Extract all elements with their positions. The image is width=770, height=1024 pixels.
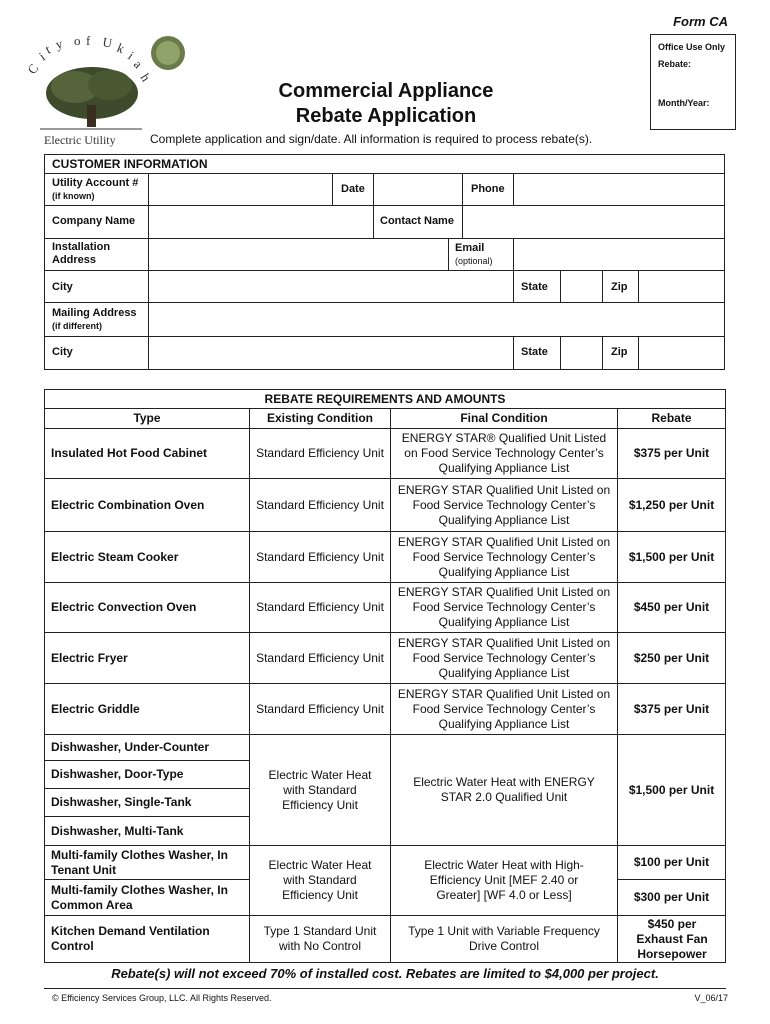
page-title: Commercial Appliance Rebate Application xyxy=(278,80,494,127)
dishwasher-existing: Electric Water Heat with Standard Efficiency Unit xyxy=(268,767,372,812)
svg-text:k: k xyxy=(114,39,127,57)
installation-address-field[interactable] xyxy=(150,240,447,269)
state-field[interactable] xyxy=(562,272,601,301)
instructions: Complete application and sign/date. All information is required to process rebate(s). xyxy=(150,132,593,146)
zip-label: Zip xyxy=(611,281,628,293)
phone-field[interactable] xyxy=(515,175,723,204)
table-row-final: ENERGY STAR Qualified Unit Listed on Food Service Technology Center’s Qualifying Appliance List xyxy=(397,482,611,527)
city-field[interactable] xyxy=(150,272,512,301)
svg-text:f: f xyxy=(86,33,91,48)
utility-account-field[interactable] xyxy=(150,175,330,204)
city-label: City xyxy=(52,281,73,293)
table-row-final: ENERGY STAR Qualified Unit Listed on Food Service Technology Center’s Qualifying Appliance List xyxy=(397,585,611,629)
version: V_06/17 xyxy=(694,993,728,1003)
table-row-rebate: $1,500 per Unit xyxy=(628,549,715,564)
svg-text:o: o xyxy=(74,33,81,48)
table-row-final: ENERGY STAR Qualified Unit Listed on Food Service Technology Center’s Qualifying Appliance List xyxy=(397,686,611,731)
svg-text:U: U xyxy=(101,34,114,51)
table-row-rebate: $450 per Unit xyxy=(633,600,710,614)
dishwasher-type: Dishwasher, Single-Tank xyxy=(51,795,192,809)
washer-common-rebate: $300 per Unit xyxy=(633,890,710,904)
office-month-year-label: Month/Year: xyxy=(658,98,710,108)
email-label: Email (optional) xyxy=(455,242,493,266)
table-row-type: Electric Steam Cooker xyxy=(51,549,179,564)
dishwasher-rebate: $1,500 per Unit xyxy=(628,782,715,797)
washer-type-common: Multi-family Clothes Washer, In Common Area xyxy=(51,882,228,912)
date-field[interactable] xyxy=(375,175,461,204)
kitchen-existing: Type 1 Standard Unit with No Control xyxy=(263,924,377,953)
rebate-limit-note: Rebate(s) will not exceed 70% of installed cost. Rebates are limited to $4,000 per project. xyxy=(111,966,659,981)
mailing-city-label: City xyxy=(52,346,73,358)
table-row-type: Electric Convection Oven xyxy=(51,600,197,614)
mailing-address-label: Mailing Address (if different) xyxy=(52,307,137,331)
kitchen-final: Type 1 Unit with Variable Frequency Drive Control xyxy=(408,924,600,953)
date-label: Date xyxy=(341,183,365,195)
washer-tenant-rebate: $100 per Unit xyxy=(633,855,710,869)
customer-section-title: CUSTOMER INFORMATION xyxy=(52,157,208,171)
table-row-existing: Standard Efficiency Unit xyxy=(256,446,384,460)
table-row-type: Electric Fryer xyxy=(51,650,128,665)
dishwasher-final: Electric Water Heat with ENERGY STAR 2.0 Qualified Unit xyxy=(413,775,595,804)
table-row-type: Electric Griddle xyxy=(51,701,140,716)
svg-text:t: t xyxy=(42,41,53,57)
state-label: State xyxy=(521,281,548,293)
utility-account-label: Utility Account # (if known) xyxy=(52,177,139,201)
dishwasher-type: Dishwasher, Door-Type xyxy=(51,767,184,781)
mailing-city-field[interactable] xyxy=(150,338,512,369)
office-use-label: Office Use Only xyxy=(658,42,726,52)
table-row-existing: Standard Efficiency Unit xyxy=(256,650,384,665)
copyright: © Efficiency Services Group, LLC. All Rights Reserved. xyxy=(52,993,272,1003)
contact-name-label: Contact Name xyxy=(380,215,454,227)
table-row-final: ENERGY STAR Qualified Unit Listed on Food Service Technology Center’s Qualifying Appliance List xyxy=(397,635,611,680)
company-name-field[interactable] xyxy=(150,207,372,237)
washer-existing: Electric Water Heat with Standard Efficiency Unit xyxy=(268,858,372,902)
mailing-state-field[interactable] xyxy=(562,338,601,369)
mailing-address-field[interactable] xyxy=(150,304,723,335)
table-row-existing: Standard Efficiency Unit xyxy=(256,549,384,564)
logo-caption: Electric Utility xyxy=(44,133,116,147)
mailing-state-label: State xyxy=(521,346,548,358)
table-row-type: Electric Combination Oven xyxy=(51,497,205,512)
company-name-label: Company Name xyxy=(52,215,136,227)
col-header-final: Final Condition xyxy=(460,411,548,425)
table-row-final: ENERGY STAR® Qualified Unit Listed on Food Service Technology Center’s Qualifying Appliance List xyxy=(401,431,607,475)
phone-label: Phone xyxy=(471,183,505,195)
kitchen-type: Kitchen Demand Ventilation Control xyxy=(51,924,210,953)
svg-text:i: i xyxy=(125,48,137,63)
col-header-type: Type xyxy=(133,411,161,425)
table-row-rebate: $1,250 per Unit xyxy=(628,497,715,512)
table-row-rebate: $250 per Unit xyxy=(633,650,710,665)
energy-badge-icon xyxy=(150,35,186,71)
washer-final: Electric Water Heat with High-Efficiency Unit [MEF 2.40 or Greater] [WF 4.0 or Less] xyxy=(424,858,584,902)
table-row-existing: Standard Efficiency Unit xyxy=(256,701,384,716)
mailing-zip-label: Zip xyxy=(611,346,628,358)
col-header-existing: Existing Condition xyxy=(267,411,373,425)
svg-text:C: C xyxy=(24,61,42,77)
svg-text:i: i xyxy=(36,49,48,64)
mailing-zip-field[interactable] xyxy=(640,338,723,369)
installation-address-label: Installation Address xyxy=(52,241,111,266)
washer-type-tenant: Multi-family Clothes Washer, In Tenant Unit xyxy=(51,847,228,877)
zip-field[interactable] xyxy=(640,272,723,301)
table-row-existing: Standard Efficiency Unit xyxy=(256,497,384,512)
table-row-existing: Standard Efficiency Unit xyxy=(256,600,384,614)
office-use-box xyxy=(650,34,736,130)
svg-text:a: a xyxy=(130,56,146,72)
table-row-final: ENERGY STAR Qualified Unit Listed on Food Service Technology Center’s Qualifying Appliance List xyxy=(397,534,611,579)
email-field[interactable] xyxy=(515,240,723,269)
contact-name-field[interactable] xyxy=(464,207,723,237)
kitchen-rebate: $450 per Exhaust Fan Horsepower xyxy=(636,916,708,961)
table-row-rebate: $375 per Unit xyxy=(633,701,710,716)
dishwasher-type: Dishwasher, Multi-Tank xyxy=(51,823,184,838)
office-rebate-label: Rebate: xyxy=(658,59,692,69)
city-logo xyxy=(24,33,160,150)
form-id: Form CA xyxy=(673,14,728,29)
dishwasher-type: Dishwasher, Under-Counter xyxy=(51,740,210,754)
table-row-rebate: $375 per Unit xyxy=(633,446,710,460)
rebate-section-title: REBATE REQUIREMENTS AND AMOUNTS xyxy=(264,391,506,406)
table-row-type: Insulated Hot Food Cabinet xyxy=(51,446,207,460)
svg-text:h: h xyxy=(137,70,154,85)
col-header-rebate: Rebate xyxy=(651,411,692,425)
svg-text:y: y xyxy=(53,35,65,52)
